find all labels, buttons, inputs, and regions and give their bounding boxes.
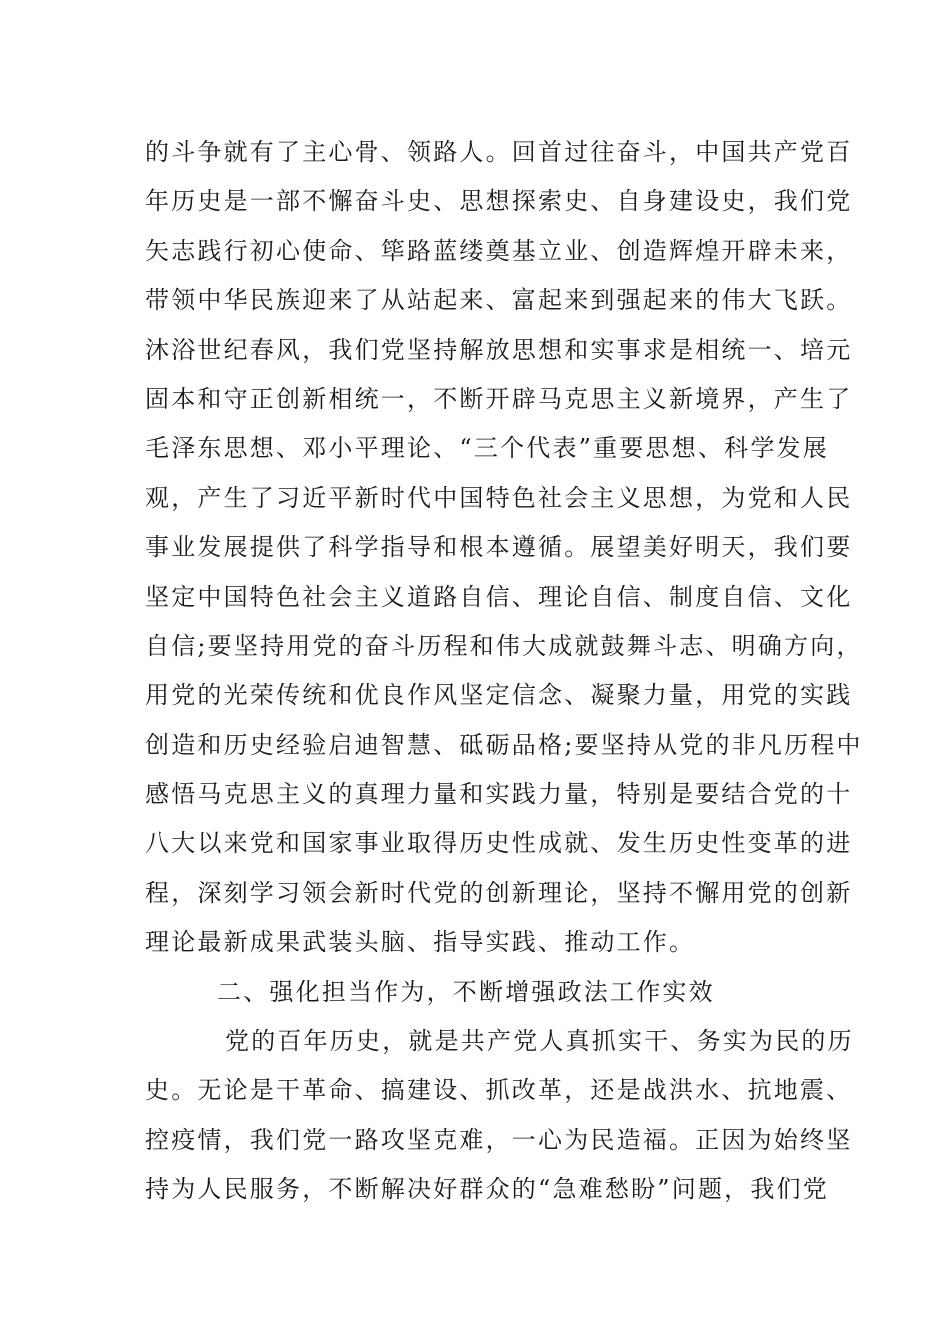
body-line-5: 沐浴世纪春风，我们党坚持解放思想和实事求是相统一、培元 xyxy=(145,335,853,364)
body-line-4: 带领中华民族迎来了从站起来、富起来到强起来的伟大飞跃。 xyxy=(145,286,853,315)
body-line-13: 创造和历史经验启迪智慧、砥砺品格;要坚持从党的非凡历程中 xyxy=(145,730,863,759)
body-line-12: 用党的光荣传统和优良作风坚定信念、凝聚力量，用党的实践 xyxy=(145,681,853,710)
para2-line-3: 控疫情，我们党一路攻坚克难，一心为民造福。正因为始终坚 xyxy=(145,1125,853,1154)
body-line-11: 自信;要坚持用党的奋斗历程和伟大成就鼓舞斗志、明确方向， xyxy=(145,631,863,660)
para2-line-4: 持为人民服务，不断解决好群众的“急难愁盼”问题，我们党 xyxy=(145,1175,829,1204)
para2-line-2: 史。无论是干革命、搞建设、抓改革，还是战洪水、抗地震、 xyxy=(145,1076,853,1105)
body-line-14: 感悟马克思主义的真理力量和实践力量，特别是要结合党的十 xyxy=(145,780,853,809)
body-line-7: 毛泽东思想、邓小平理论、“三个代表”重要思想、科学发展 xyxy=(145,434,829,463)
body-line-2: 年历史是一部不懈奋斗史、思想探索史、自身建设史，我们党 xyxy=(145,187,853,216)
body-line-17: 理论最新成果武装头脑、指导实践、推动工作。 xyxy=(145,928,696,957)
body-line-3: 矢志践行初心使命、筚路蓝缕奠基立业、创造辉煌开辟未来， xyxy=(145,236,853,265)
body-line-6: 固本和守正创新相统一，不断开辟马克思主义新境界，产生了 xyxy=(145,384,853,413)
body-line-8: 观，产生了习近平新时代中国特色社会主义思想，为党和人民 xyxy=(145,483,853,512)
para2-line-1: 党的百年历史，就是共产党人真抓实干、务实为民的历 xyxy=(225,1027,854,1056)
document-body xyxy=(145,128,863,1215)
body-line-1: 的斗争就有了主心骨、领路人。回首过往奋斗，中国共产党百 xyxy=(145,138,853,166)
body-line-10: 坚定中国特色社会主义道路自信、理论自信、制度自信、文化 xyxy=(145,582,853,611)
section-heading: 二、强化担当作为，不断增强政法工作实效 xyxy=(217,977,715,1006)
body-line-16: 程，深刻学习领会新时代党的创新理论，坚持不懈用党的创新 xyxy=(145,878,853,907)
body-line-9: 事业发展提供了科学指导和根本遵循。展望美好明天，我们要 xyxy=(145,533,853,562)
body-line-15: 八大以来党和国家事业取得历史性成就、发生历史性变革的进 xyxy=(145,829,853,858)
